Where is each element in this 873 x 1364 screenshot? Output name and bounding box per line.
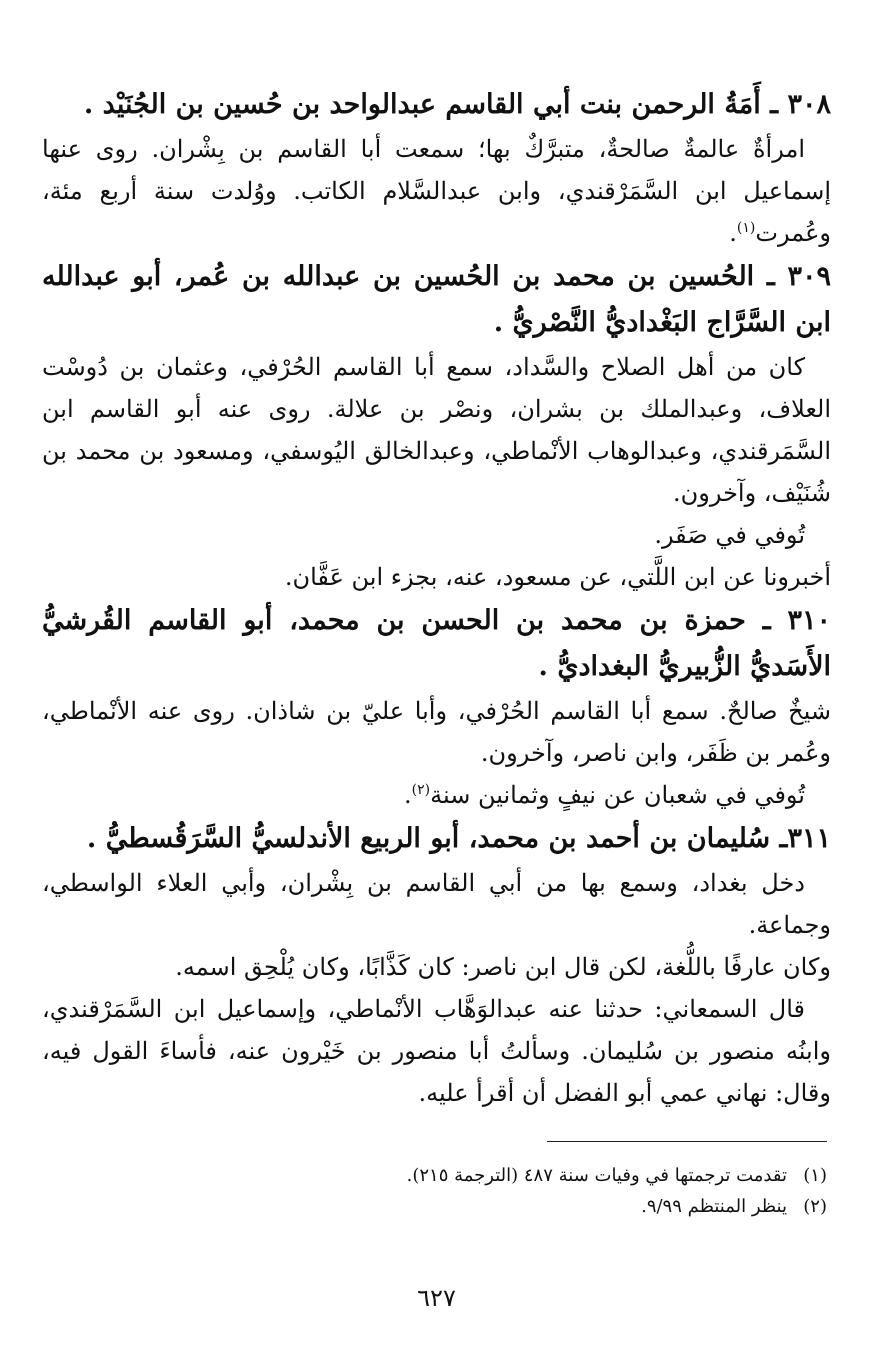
entry-308 [42, 82, 831, 254]
footnote-ref[interactable]: (١) [736, 220, 756, 236]
footnote-number: (٢) [803, 1196, 827, 1217]
entry-paragraph: تُوفي في شعبان عن نيفٍ وثمانين سنة$^{(٢)}$. [403, 781, 805, 809]
entry-heading: ٣١١ـ سُليمان بن أحمد بن محمد، أبو الربيع الأندلسيُّ السَّرَقُسطيُّ . [86, 823, 831, 854]
footnote [42, 1191, 827, 1222]
page-number: ٦٢٧ [417, 1284, 456, 1312]
footnote [42, 1160, 827, 1191]
footnotes [42, 1160, 827, 1222]
entry-paragraph: شيخٌ صالحٌ. سمع أبا القاسم الحُرْفي، وأبا عليّ بن شاذان. روى عنه الأنْماطي، وعُمر بن ظَفَر، وابن ناصر، وآخرون. [42, 697, 831, 767]
entry-paragraph: قال السمعاني: حدثنا عنه عبدالوَهَّاب الأنْماطي، وإسماعيل ابن السَّمَرْقندي، وابنُه منصور بن سُليمان. وسألتُ أبا منصور بن خَيْرون عنه، فأساءَ القول فيه، وقال: نهاني عمي أبو الفضل أن أقرأ عليه. [42, 995, 831, 1107]
entry-paragraph: وكان عارفًا باللُّغة، لكن قال ابن ناصر: كان كَذَّابًا، وكان يُلْحِق اسمه. [175, 953, 831, 981]
entry-paragraph: تُوفي في صَفَر. [654, 521, 805, 549]
entry-paragraph: امرأةٌ عالمةٌ صالحةٌ، متبرَّكٌ بها؛ سمعت أبا القاسم بن بِشْران. روى عنها إسماعيل ابن السَّمَرْقندي، وابن عبدالسَّلام الكاتب. ووُلدت سنة أربع مئة، وعُمرت$^{(١)}$. [42, 135, 831, 247]
entry-paragraph: دخل بغداد، وسمع بها من أبي القاسم بن بِشْران، وأبي العلاء الواسطي، وجماعة. [42, 869, 831, 939]
entry-heading: ٣٠٩ ـ الحُسين بن محمد بن الحُسين بن عبدالله بن عُمر، أبو عبدالله ابن السَّرَّاج البَغْداديُّ النَّصْريُّ . [42, 261, 831, 338]
footnote-number: (١) [803, 1165, 827, 1186]
entry-309 [42, 254, 831, 598]
footnote-text: ينظر المنتظم ٩/٩٩. [641, 1196, 787, 1217]
entry-311 [42, 816, 831, 1114]
entry-heading: ٣٠٨ ـ أَمَةُ الرحمن بنت أبي القاسم عبدالواحد بن حُسين بن الجُنَيْد . [83, 89, 831, 120]
footnote-ref[interactable]: (٢) [411, 782, 431, 798]
entry-heading: ٣١٠ ـ حمزة بن محمد بن الحسن بن محمد، أبو القاسم القُرشيُّ الأَسَديُّ الزُّبيريُّ البغداديُّ . [42, 605, 831, 682]
entry-310 [42, 598, 831, 816]
entry-paragraph: كان من أهل الصلاح والسَّداد، سمع أبا القاسم الحُرْفي، وعثمان بن دُوسْت العلاف، وعبدالملك بن بشران، ونصْر بن علالة. روى عنه أبو القاسم ابن السَّمَرقندي، وعبدالوهاب الأنْماطي، وعبدالخالق اليُوسفي، ومسعود بن محمد بن شُنَيْف، وآخرون. [42, 353, 832, 507]
entry-paragraph: أخبرونا عن ابن اللَّتي، عن مسعود، عنه، بجزء ابن عَفَّان. [284, 563, 831, 591]
footnote-divider [547, 1141, 827, 1142]
footnote-text: تقدمت ترجمتها في وفيات سنة ٤٨٧ (الترجمة ٢١٥). [406, 1165, 787, 1186]
